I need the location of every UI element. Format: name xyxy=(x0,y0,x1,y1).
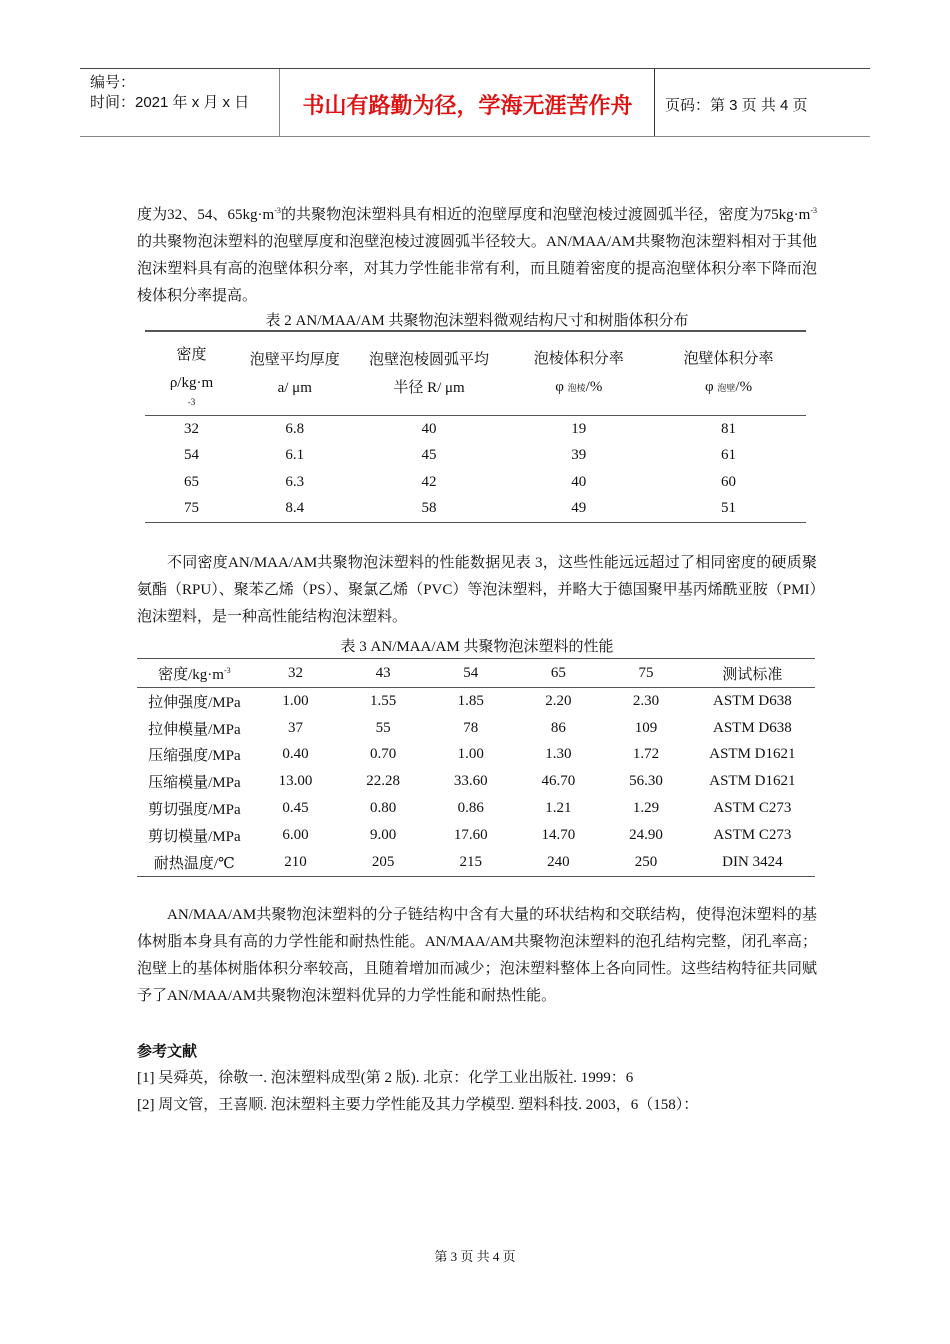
col-header: 54 xyxy=(463,664,479,681)
reference-item: [2] 周文管，王喜顺. 泡沫塑料主要力学性能及其力学模型. 塑料科技. 2003，6（158）： xyxy=(137,1097,699,1113)
paragraph-1 xyxy=(137,197,817,310)
table-cell: 剪切模量/MPa xyxy=(148,828,241,845)
table-cell: 剪切强度/MPa xyxy=(148,802,241,819)
table-cell: 0.45 xyxy=(282,800,309,817)
table-cell: 40 xyxy=(421,420,437,437)
header-page-code: 页码：第 3 页 共 4 页 xyxy=(665,97,808,114)
superscript: -3 xyxy=(223,665,231,675)
table-cell: 22.28 xyxy=(366,773,401,790)
superscript: -3 xyxy=(810,206,818,215)
table-cell: 19 xyxy=(571,420,587,437)
text: 泡壁泡棱圆弧平均 xyxy=(369,351,490,368)
text: 度为32、54、65kg·m xyxy=(137,207,275,223)
col-header-wall-fraction xyxy=(651,331,806,416)
table-cell: 55 xyxy=(375,719,391,736)
reference-item: [1] 吴舜英，徐敬一. 泡沫塑料成型(第 2 版). 北京：化学工业出版社. 1999：6 xyxy=(137,1070,634,1086)
table-cell: 6.00 xyxy=(282,826,309,843)
table-cell: 1.21 xyxy=(545,800,572,817)
table-cell: ASTM C273 xyxy=(713,826,792,843)
table-cell: 1.30 xyxy=(545,746,572,763)
table-cell: 33.60 xyxy=(453,773,488,790)
col-header-density xyxy=(137,659,252,688)
col-header-strut-fraction xyxy=(506,331,651,416)
table-cell: 拉伸强度/MPa xyxy=(148,694,241,711)
table-2 xyxy=(145,330,806,523)
table-cell: 49 xyxy=(571,500,587,517)
paragraph-3: AN/MAA/AM共聚物泡沫塑料的分子链结构中含有大量的环状结构和交联结构，使得泡沫塑料的基体树脂本身具有高的力学性能和耐热性能。AN/MAA/AM共聚物泡沫塑料的泡孔结构完整，闭孔率高；泡壁上的基体树脂体积分率较高，且随着增加而减少；泡沫塑料整体上各向同性。这些结构特征共同赋予了AN/MAA/AM共聚物泡沫塑料优异的力学性能和耐热性能。 xyxy=(137,907,817,1004)
table-row xyxy=(137,715,815,742)
table-cell: 压缩强度/MPa xyxy=(148,748,241,765)
table-cell: 2.20 xyxy=(545,692,572,709)
header-motto: 书山有路勤为径，学海无涯苦作舟 xyxy=(281,69,655,136)
text: 的共聚物泡沫塑料具有相近的泡壁厚度和泡壁泡棱过渡圆弧半径，密度为75kg·m xyxy=(280,207,811,223)
table-cell: 86 xyxy=(550,719,566,736)
table-cell: 1.00 xyxy=(457,746,484,763)
col-header-thickness xyxy=(238,331,352,416)
text: -3 xyxy=(187,396,196,407)
text: φ xyxy=(704,379,714,395)
col-header: 43 xyxy=(375,664,391,681)
superscript: -3 xyxy=(274,206,281,215)
table-cell: 250 xyxy=(634,853,658,870)
table-cell: 0.40 xyxy=(282,746,309,763)
table-3 xyxy=(137,658,815,877)
page-footer: 第 3 页 共 4 页 xyxy=(434,1249,516,1264)
table-cell: 24.90 xyxy=(629,826,663,843)
text: 泡壁平均厚度 xyxy=(249,351,340,368)
table-cell: 60 xyxy=(721,473,737,490)
table-cell: 78 xyxy=(463,719,479,736)
subscript: 泡棱 xyxy=(567,383,586,393)
table-row xyxy=(137,849,815,876)
table-cell: ASTM D1621 xyxy=(709,746,796,763)
col-header: 65 xyxy=(550,664,566,681)
table-cell: 75 xyxy=(183,500,199,517)
table-cell: 拉伸模量/MPa xyxy=(148,721,241,738)
table-cell: 45 xyxy=(421,447,437,464)
table-cell: 61 xyxy=(721,447,737,464)
table-cell: 46.70 xyxy=(541,773,576,790)
table-cell: 65 xyxy=(183,473,199,490)
table-row xyxy=(145,496,806,523)
table-cell: 0.80 xyxy=(370,800,397,817)
table-cell: 0.86 xyxy=(457,800,484,817)
table-cell: 17.60 xyxy=(453,826,488,843)
table-row xyxy=(137,768,815,795)
date-label: 时间：2021 年 x 月 x 日 xyxy=(90,94,250,111)
table-cell: 耐热温度/℃ xyxy=(153,855,235,872)
table-cell: 32 xyxy=(183,420,199,437)
table-cell: 39 xyxy=(571,447,587,464)
table-cell: 13.00 xyxy=(278,773,313,790)
table-cell: 6.8 xyxy=(285,420,305,437)
table-cell: ASTM D1621 xyxy=(709,773,796,790)
references xyxy=(137,1038,698,1119)
table-row xyxy=(137,822,815,849)
col-header: 32 xyxy=(288,664,304,681)
table-cell: ASTM C273 xyxy=(713,800,792,817)
text: 泡壁体积分率 xyxy=(683,351,774,367)
table-cell: 56.30 xyxy=(629,773,663,790)
references-heading: 参考文献 xyxy=(137,1043,198,1060)
text: a/ μm xyxy=(277,379,312,396)
table-row xyxy=(137,742,815,769)
text: φ xyxy=(555,379,564,395)
col-header-standard: 测试标准 xyxy=(722,666,783,683)
text: /% xyxy=(735,379,753,395)
table-cell: 压缩模量/MPa xyxy=(148,775,241,792)
table-row xyxy=(145,416,806,443)
text: /% xyxy=(585,379,603,395)
table-cell: 8.4 xyxy=(285,500,305,517)
table-row xyxy=(145,469,806,496)
table-cell: ASTM D638 xyxy=(713,692,792,709)
table-cell: 81 xyxy=(721,420,737,437)
table-cell: 1.72 xyxy=(632,746,660,763)
table-cell: 9.00 xyxy=(370,826,397,843)
table-cell: 1.00 xyxy=(282,692,309,709)
table-cell: DIN 3424 xyxy=(722,853,783,870)
col-header-density xyxy=(145,331,238,416)
table-cell: 2.30 xyxy=(632,692,660,709)
col-header: 75 xyxy=(638,664,654,681)
table-cell: 37 xyxy=(288,719,304,736)
table-cell: 54 xyxy=(183,447,199,464)
table-cell: 58 xyxy=(421,500,437,517)
table-cell: 0.70 xyxy=(370,746,397,763)
text: 密度/kg·m xyxy=(158,666,224,683)
table-cell: ASTM D638 xyxy=(713,719,792,736)
table-cell: 1.29 xyxy=(632,800,660,817)
text: 泡棱体积分率 xyxy=(533,351,624,367)
table3-caption: 表 3 AN/MAA/AM 共聚物泡沫塑料的性能 xyxy=(340,639,614,655)
table-cell: 6.3 xyxy=(285,473,305,490)
table-row xyxy=(137,688,815,715)
text: ρ/kg·m xyxy=(169,374,214,391)
text: 的共聚物泡沫塑料的泡壁厚度和泡壁泡棱过渡圆弧半径较大。AN/MAA/AM共聚物泡沫塑料相对于其他泡沫塑料具有高的泡壁体积分率，对其力学性能非常有利，而且随着密度的提高泡壁体积分率下降而泡棱体积分率提高。 xyxy=(137,234,817,304)
table-row xyxy=(137,795,815,822)
col-header-radius xyxy=(352,331,507,416)
subscript: 泡壁 xyxy=(717,383,736,393)
document-header xyxy=(80,68,870,137)
table2-caption: 表 2 AN/MAA/AM 共聚物泡沫塑料微观结构尺寸和树脂体积分布 xyxy=(265,313,689,329)
table-cell: 6.1 xyxy=(285,447,305,464)
table-cell: 210 xyxy=(284,853,307,870)
paragraph-2: 不同密度AN/MAA/AM共聚物泡沫塑料的性能数据见表 3，这些性能远远超过了相同密度的硬质聚氨酯（RPU）、聚苯乙烯（PS）、聚氯乙烯（PVC）等泡沫塑料，并略大于德国聚甲基丙烯酰亚胺（PMI）泡沫塑料，是一种高性能结构泡沫塑料。 xyxy=(137,555,817,625)
table-cell: 215 xyxy=(459,853,482,870)
table-cell: 51 xyxy=(721,500,737,517)
text: 半径 R/ μm xyxy=(393,379,465,396)
table-cell: 1.85 xyxy=(457,692,484,709)
table-cell: 42 xyxy=(421,473,437,490)
table-cell: 109 xyxy=(634,719,658,736)
table-row xyxy=(145,443,806,470)
table-cell: 240 xyxy=(547,853,570,870)
table-cell: 205 xyxy=(371,853,395,870)
table-cell: 14.70 xyxy=(541,826,576,843)
number-label: 编号： xyxy=(90,74,136,91)
text: 密度 xyxy=(176,346,207,363)
table-cell: 1.55 xyxy=(370,692,397,709)
table-cell: 40 xyxy=(571,473,587,490)
header-meta xyxy=(80,69,280,136)
